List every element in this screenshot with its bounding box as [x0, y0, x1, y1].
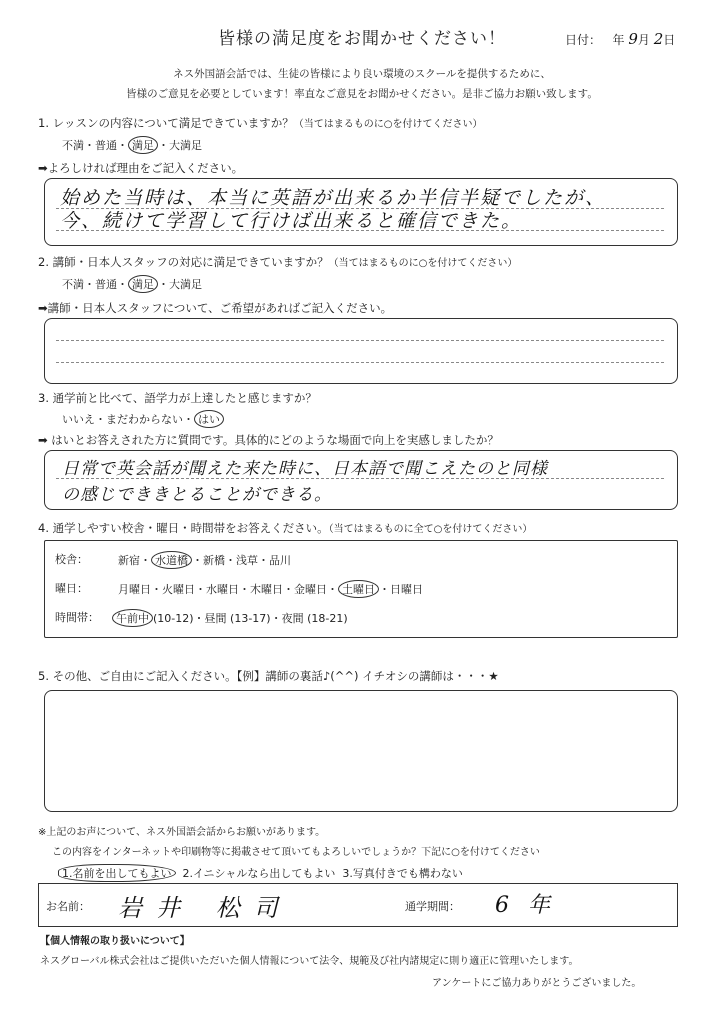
q3-option-madawakaranai[interactable]: まだわからない: [106, 413, 183, 426]
q4-school-label: 校舎：: [55, 553, 88, 566]
q1-question: [38, 115, 483, 131]
consent-options: [58, 864, 463, 882]
q2-answer-box[interactable]: [44, 318, 678, 384]
q1-option-manzoku-selected[interactable]: 満足: [128, 136, 158, 154]
q2-note: （当てはまるものに○を付けてください）: [328, 258, 518, 269]
q4-time-day[interactable]: 昼間 (13-17): [204, 612, 271, 625]
q1-option-daimanzoku[interactable]: 大満足: [169, 139, 202, 152]
date-day-label: 日: [663, 33, 676, 47]
period-label: 通学期間：: [405, 900, 460, 913]
q2-request-label: ➡講師・日本人スタッフについて、ご希望があればご記入ください。: [38, 301, 393, 315]
q4-time-label: 時間帯：: [55, 611, 99, 624]
q5-question: 5. その他、ご自由にご記入ください。【例】講師の裏話♪(^^) イチオシの講師は・・・★: [38, 669, 499, 683]
q3-question: 3. 通学前と比べて、語学力が上達したと感じますか？: [38, 391, 317, 405]
consent-option-3[interactable]: 3.写真付きでも構わない: [342, 867, 463, 880]
q4-time-morning-range: (10-12): [153, 612, 194, 625]
q3-options: いいえ・まだわからない・ はい: [62, 410, 224, 428]
q5-answer-box[interactable]: [44, 690, 678, 812]
q1-note: （当てはまるものに○を付けてください）: [293, 119, 483, 130]
q4-day-saturday-selected[interactable]: 土曜日: [338, 580, 379, 598]
q4-school-asakusa[interactable]: 浅草: [236, 554, 258, 567]
q1-answer-line-2: 今、続けて学習して行けば出来ると確信できた。: [60, 210, 523, 232]
q4-school-suidobashi-selected[interactable]: 水道橋: [151, 551, 192, 569]
q4-school-shinbashi[interactable]: 新橋: [203, 554, 225, 567]
date-month-label: 月: [637, 33, 650, 47]
q4-question: [38, 520, 532, 536]
date-label: 日付：: [565, 33, 602, 47]
q4-school-shinagawa[interactable]: 品川: [269, 554, 291, 567]
q4-time-options: 午前中 (10-12)・昼間 (13-17)・夜間 (18-21): [112, 609, 348, 627]
consent-option-1-selected[interactable]: 1.名前を出してもよい: [58, 864, 176, 882]
q4-day-thursday[interactable]: 木曜日: [250, 583, 283, 596]
date-year-label: 年: [612, 33, 625, 47]
q4-day-monday[interactable]: 月曜日: [118, 583, 151, 596]
q2-ruled-line: [56, 340, 664, 341]
privacy-title: 【個人情報の取り扱いについて】: [40, 936, 190, 947]
date-day-value: 2: [653, 30, 664, 48]
q2-option-daimanzoku[interactable]: 大満足: [169, 278, 202, 291]
q4-day-wednesday[interactable]: 水曜日: [206, 583, 239, 596]
q2-ruled-line: [56, 362, 664, 363]
q4-time-night[interactable]: 夜間 (18-21): [281, 612, 348, 625]
q2-question-text: 2. 講師・日本人スタッフの対応に満足できていますか？: [38, 255, 329, 269]
q3-followup-label: ➡ はいとお答えされた方に質問です。具体的にどのような場面で向上を実感しましたか？: [38, 433, 499, 447]
q3-answer-line-1: 日常で英会話が聞えた来た時に、日本語で聞こえたのと同様: [62, 459, 548, 479]
name-label: お名前：: [46, 900, 90, 913]
q2-option-fuman[interactable]: 不満: [62, 278, 84, 291]
intro-line-2: 皆様のご意見を必要としています！率直なご意見をお聞かせください。是非ご協力お願い致します。: [126, 88, 598, 100]
q2-question: [38, 254, 517, 270]
q2-option-futsu[interactable]: 普通: [95, 278, 117, 291]
q3-option-hai-selected[interactable]: はい: [194, 410, 224, 428]
q4-day-label: 曜日：: [55, 582, 88, 595]
intro-line-1: ネス外国語会話では、生徒の皆様により良い環境のスクールを提供するために、: [173, 68, 551, 80]
q1-reason-label: ➡よろしければ理由をご記入ください。: [38, 161, 244, 175]
q4-day-tuesday[interactable]: 火曜日: [162, 583, 195, 596]
q4-time-morning-selected[interactable]: 午前中: [112, 609, 153, 627]
q4-school-options: 新宿・ 水道橋 ・新橋・浅草・品川: [118, 551, 291, 569]
q4-question-text: 4. 通学しやすい校舎・曜日・時間帯をお答えください。: [38, 521, 329, 535]
thanks-text: アンケートにご協力ありがとうございました。: [432, 978, 642, 989]
q2-option-manzoku-selected[interactable]: 満足: [128, 275, 158, 293]
consent-option-2[interactable]: 2.イニシャルなら出してもよい: [182, 867, 336, 880]
q1-question-text: 1. レッスンの内容について満足できていますか？: [38, 116, 294, 130]
period-value[interactable]: 6 年: [495, 893, 556, 918]
name-value[interactable]: 岩井 松司: [118, 894, 292, 922]
q1-options: 不満・普通・ 満足 ・大満足: [62, 136, 202, 154]
q4-day-friday[interactable]: 金曜日: [294, 583, 327, 596]
q1-answer-line-1: 始めた当時は、本当に英語が出来るか半信半疑でしたが、: [60, 187, 607, 209]
q2-options: 不満・普通・ 満足 ・大満足: [62, 275, 202, 293]
q4-day-options: 月曜日・火曜日・水曜日・木曜日・金曜日・ 土曜日 ・日曜日: [118, 580, 423, 598]
q1-option-fuman[interactable]: 不満: [62, 139, 84, 152]
consent-line-1: ※上記のお声について、ネス外国語会話からお願いがあります。: [38, 827, 326, 838]
privacy-text: ネスグローバル株式会社はご提供いただいた個人情報について法令、規範及び社内諸規定に則り適正に管理いたします。: [40, 956, 579, 967]
date-month-value: 9: [628, 30, 638, 48]
consent-line-2: この内容をインターネットや印刷物等に掲載させて頂いてもよろしいでしょうか？下記に○を付けてください: [52, 847, 540, 858]
q3-option-iie[interactable]: いいえ: [62, 413, 95, 426]
date-field: [565, 30, 675, 48]
page-title: 皆様の満足度をお聞かせください！: [218, 29, 506, 49]
q3-answer-line-2: の感じでききとることができる。: [62, 485, 332, 505]
q4-day-sunday[interactable]: 日曜日: [390, 583, 423, 596]
q1-option-futsu[interactable]: 普通: [95, 139, 117, 152]
q4-note: （当てはまるものに全て○を付けてください）: [328, 524, 533, 535]
q4-school-shinjuku[interactable]: 新宿: [118, 554, 140, 567]
